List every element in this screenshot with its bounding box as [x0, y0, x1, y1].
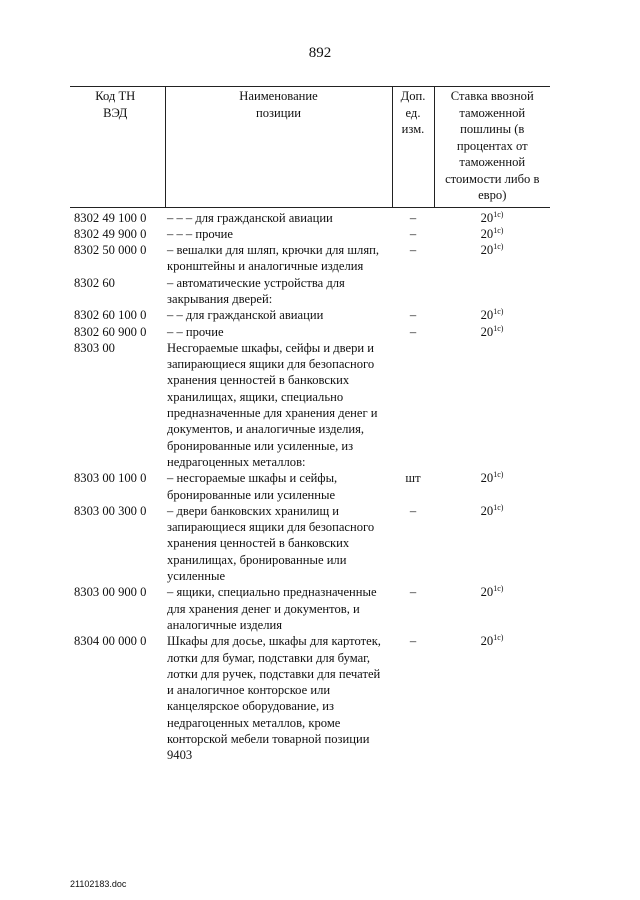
row-rate — [434, 470, 550, 503]
row-name: – – для гражданской авиации — [167, 308, 324, 323]
row-unit: – — [409, 634, 417, 649]
table-row — [70, 340, 550, 470]
row-name: Шкафы для досье, шкафы для картотек, лотки для бумаг, подставки для бумаг, лотки для ручек, подставки для печатей и аналогичное конторское или канцелярское оборудование, из недрагоценных металлов, кроме конторской мебели товарной позиции 9403 — [167, 634, 381, 763]
row-code: 8302 60 900 0 — [74, 324, 147, 339]
rate-footnote: 1c) — [493, 307, 504, 317]
row-name: – несгораемые шкафы и сейфы, бронированные или усиленные — [167, 471, 338, 502]
rate-footnote: 1c) — [493, 225, 504, 235]
table-row — [70, 207, 550, 226]
row-unit: – — [409, 324, 417, 339]
row-name: – – – прочие — [167, 226, 234, 241]
row-unit: шт — [405, 471, 421, 486]
row-rate — [434, 503, 550, 584]
row-rate — [434, 207, 550, 226]
table-header-row — [70, 87, 550, 208]
rate-footnote: 1c) — [493, 502, 504, 512]
row-code: 8304 00 000 0 — [74, 634, 147, 649]
row-name: – – – для гражданской авиации — [167, 210, 333, 225]
table-row — [70, 226, 550, 242]
rate-value: 20 — [480, 210, 494, 225]
rate-footnote: 1c) — [493, 633, 504, 643]
tariff-table-container — [70, 86, 550, 764]
row-rate — [434, 226, 550, 242]
header-rate: Ставка ввозной таможенной пошлины (в процентах от таможенной стоимости либо в евро) — [434, 87, 550, 208]
row-code: 8302 49 900 0 — [74, 226, 147, 241]
rate-footnote: 1c) — [493, 209, 504, 219]
row-rate — [434, 242, 550, 275]
row-code: 8302 60 — [74, 275, 115, 290]
row-code: 8303 00 — [74, 340, 115, 355]
rate-footnote: 1c) — [493, 584, 504, 594]
row-rate — [434, 275, 550, 308]
table-row — [70, 633, 550, 763]
rate-footnote: 1c) — [493, 242, 504, 252]
row-unit — [392, 275, 434, 308]
row-unit — [392, 340, 434, 470]
row-unit: – — [409, 585, 417, 600]
row-code: 8302 60 100 0 — [74, 308, 147, 323]
row-code: 8303 00 900 0 — [74, 585, 147, 600]
rate-footnote: 1c) — [493, 470, 504, 480]
row-unit: – — [409, 210, 417, 225]
row-unit: – — [409, 226, 417, 241]
row-rate — [434, 340, 550, 470]
row-name: – ящики, специально предназначенные для хранения денег и документов, и аналогичные изделия — [167, 585, 377, 632]
file-name-footer: 21102183.doc — [70, 879, 127, 889]
row-code: 8303 00 100 0 — [74, 471, 147, 486]
row-unit: – — [409, 503, 417, 518]
row-unit: – — [409, 308, 417, 323]
rate-value: 20 — [480, 226, 494, 241]
row-code: 8302 49 100 0 — [74, 210, 147, 225]
row-name: – двери банковских хранилищ и запирающиеся ящики для безопасного хранения ценностей в банковских хранилищах, бронированные или усиленные — [167, 503, 375, 584]
row-unit: – — [409, 243, 417, 258]
tariff-table — [70, 86, 550, 764]
row-name: – – прочие — [167, 324, 224, 339]
table-row — [70, 584, 550, 633]
header-code: Код ТН ВЭД — [70, 87, 165, 208]
rate-value: 20 — [480, 308, 494, 323]
row-rate — [434, 307, 550, 323]
row-rate — [434, 633, 550, 763]
row-name: – вешалки для шляп, крючки для шляп, кронштейны и аналогичные изделия — [167, 243, 380, 274]
rate-footnote: 1c) — [493, 323, 504, 333]
table-row — [70, 470, 550, 503]
row-code: 8302 50 000 0 — [74, 243, 147, 258]
row-name: Несгораемые шкафы, сейфы и двери и запирающиеся ящики для безопасного хранения ценностей в банковских хранилищах, ящики, специально предназначенные для хранения денег и документов, и аналогичные изделия, бронированные или усиленные, из недрагоценных металлов: — [167, 340, 378, 469]
rate-value: 20 — [480, 585, 494, 600]
row-rate — [434, 324, 550, 340]
table-row — [70, 307, 550, 323]
rate-value: 20 — [480, 471, 494, 486]
table-row — [70, 275, 550, 308]
row-rate — [434, 584, 550, 633]
rate-value: 20 — [480, 324, 494, 339]
row-name: – автоматические устройства для закрывания дверей: — [167, 275, 345, 306]
rate-value: 20 — [480, 634, 494, 649]
rate-value: 20 — [480, 503, 494, 518]
header-name: Наименование позиции — [165, 87, 392, 208]
rate-value: 20 — [480, 243, 494, 258]
page-number: 892 — [308, 45, 332, 61]
header-unit: Доп. ед. изм. — [392, 87, 434, 208]
table-row — [70, 242, 550, 275]
table-row — [70, 503, 550, 584]
row-code: 8303 00 300 0 — [74, 503, 147, 518]
table-row — [70, 324, 550, 340]
